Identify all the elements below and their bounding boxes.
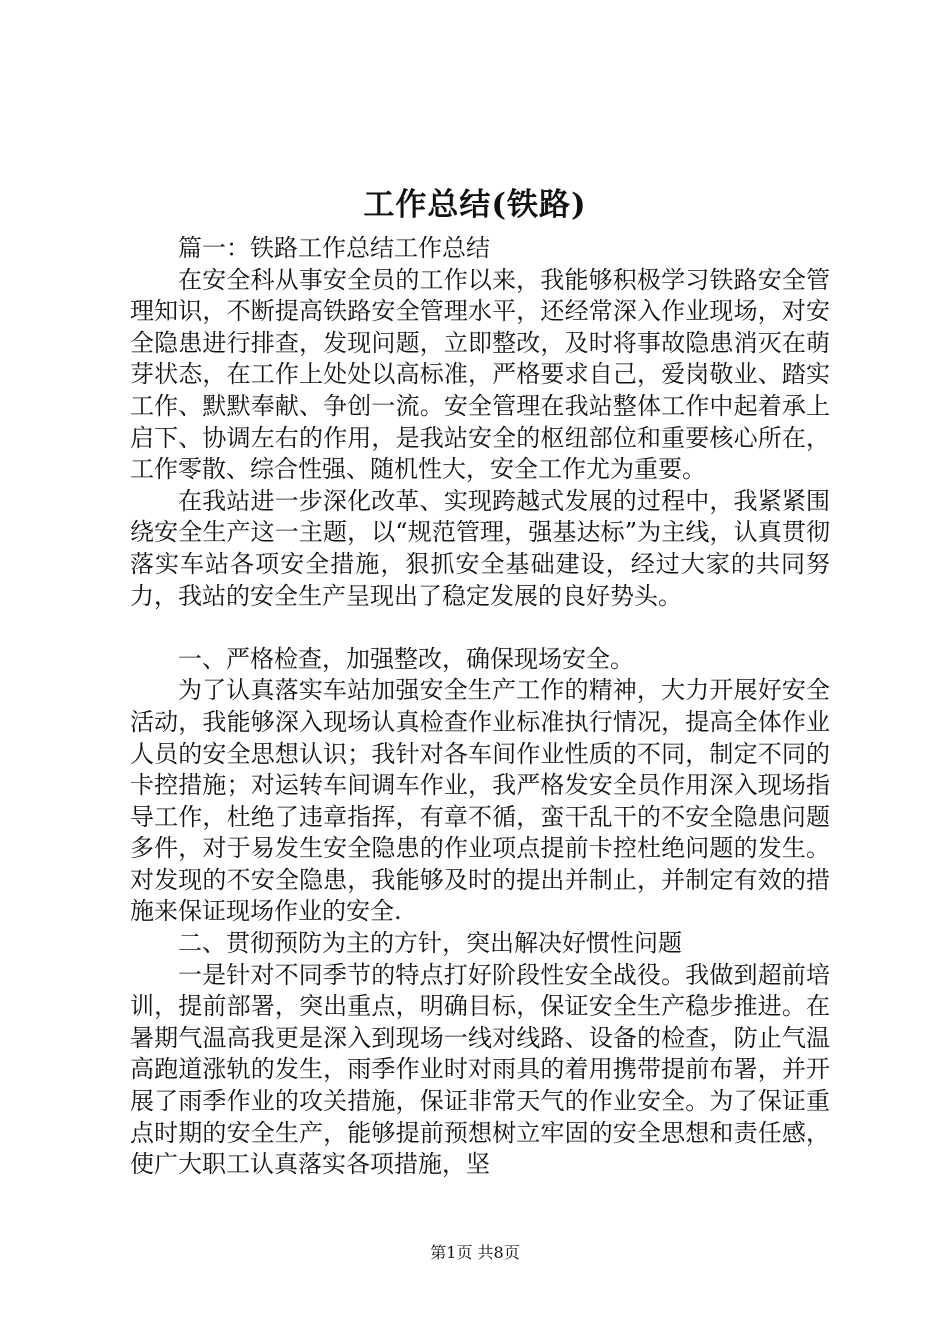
- paragraph-inspection: 为了认真落实车站加强安全生产工作的精神，大力开展好安全活动，我能够深入现场认真检查作业标准执行情况，提高全体作业人员的安全思想认识；我针对各车间作业性质的不同，制定不同的卡控措施；对运转车间调车作业，我严格发安全员作用深入现场指导工作，杜绝了违章指挥，有章不循，蛮干乱干的不安全隐患问题多件，对于易发生安全隐患的作业项点提前卡控杜绝问题的发生。对发现的不安全隐患，我能够及时的提出并制止，并制定有效的措施来保证现场作业的安全.: [130, 676, 830, 926]
- paragraph-development: 在我站进一步深化改革、实现跨越式发展的过程中，我紧紧围绕安全生产这一主题，以“规范管理，强基达标”为主线，认真贯彻落实车站各项安全措施，狠抓安全基础建设，经过大家的共同努力，我站的安全生产呈现出了稳定发展的良好势头。: [130, 486, 830, 610]
- section-heading-part-one: 篇一：铁路工作总结工作总结: [178, 234, 490, 262]
- paragraph-intro: 在安全科从事安全员的工作以来，我能够积极学习铁路安全管理知识，不断提高铁路安全管理水平，还经常深入作业现场，对安全隐患进行排查，发现问题，立即整改，及时将事故隐患消灭在萌芽状态，在工作上处处以高标准，严格要求自己，爱岗敬业、踏实工作、默默奉献、争创一流。安全管理在我站整体工作中起着承上启下、协调左右的作用，是我站安全的枢纽部位和重要核心所在，工作零散、综合性强、随机性大，安全工作尤为重要。: [130, 265, 830, 484]
- document-title: 工作总结(铁路): [363, 187, 587, 223]
- page-number-footer: 第1页 共8页: [430, 1243, 520, 1262]
- section-heading-two: 二、贯彻预防为主的方针，突出解决好惯性问题: [178, 929, 682, 958]
- paragraph-seasonal: 一是针对不同季节的特点打好阶段性安全战役。我做到超前培训，提前部署，突出重点，明确目标，保证安全生产稳步推进。在暑期气温高我更是深入到现场一线对线路、设备的检查，防止气温高跑道涨轨的发生，雨季作业时对雨具的着用携带提前布署，并开展了雨季作业的攻关措施，保证非常天气的作业安全。为了保证重点时期的安全生产，能够提前预想树立牢固的安全思想和责任感，使广大职工认真落实各项措施，坚: [130, 960, 830, 1179]
- document-body: [130, 233, 830, 1181]
- section-heading-one: 一、严格检查，加强整改，确保现场安全。: [178, 644, 634, 673]
